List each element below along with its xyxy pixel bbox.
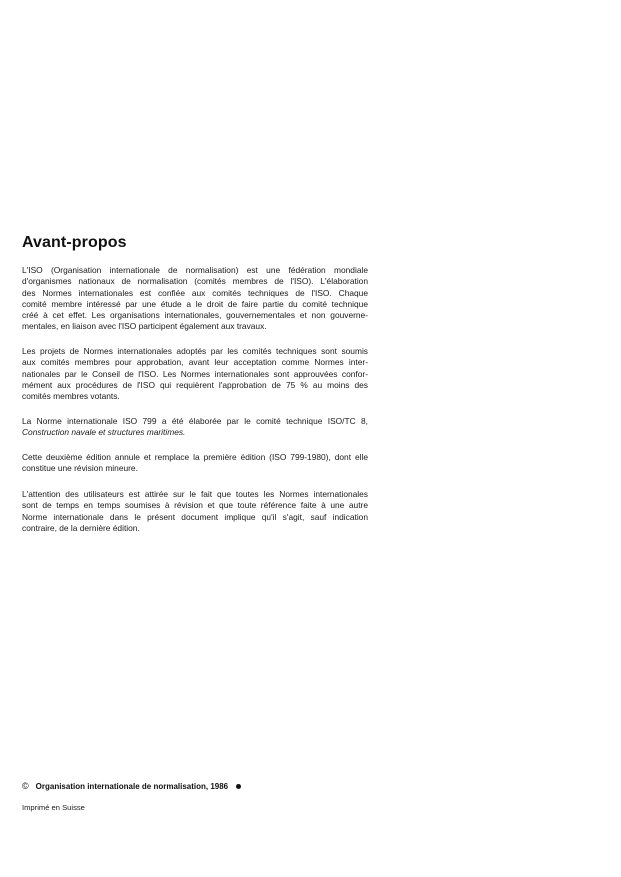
paragraph-line: sont de temps en temps soumises à révision et que toute référence faite à une autre — [22, 500, 368, 511]
paragraph-line: des Normes internationales est confiée aux comités techniques de l'ISO. Chaque — [22, 287, 368, 298]
bullet-dot-icon — [236, 784, 241, 789]
copyright-icon: © — [22, 781, 29, 791]
copyright-line — [22, 781, 241, 791]
paragraph-line: créé à cet effet. Les organisations internationales, gouvernementales et non gouverne- — [22, 310, 368, 321]
paragraph-line-committee-title: Construction navale et structures maritimes. — [22, 427, 186, 438]
paragraph-line: L'attention des utilisateurs est attirée sur le fait que toutes les Normes internationales — [22, 489, 368, 499]
paragraph-line: comités membres votants. — [22, 391, 120, 402]
paragraph-line: contraire, de la dernière édition. — [22, 522, 140, 533]
paragraph-line: Norme internationale dans le présent document implique qu'il s'agit, sauf indication — [22, 511, 368, 522]
paragraph-2 — [22, 346, 368, 402]
paragraph-line: Les projets de Normes internationales adoptés par les comités techniques sont soumis — [22, 346, 368, 356]
paragraph-line: aux comités membres pour approbation, avant leur acceptation comme Normes inter- — [22, 357, 368, 368]
printed-in-note: Imprimé en Suisse — [22, 803, 85, 812]
paragraph-1 — [22, 265, 368, 333]
page-title: Avant-propos — [22, 234, 127, 251]
copyright-text: Organisation internationale de normalisation, 1986 — [35, 781, 229, 791]
paragraph-line: constitue une révision mineure. — [22, 463, 138, 474]
paragraph-line: mentales, en liaison avec l'ISO participent également aux travaux. — [22, 321, 267, 332]
paragraph-3 — [22, 416, 368, 439]
paragraph-line: d'organismes nationaux de normalisation (comités membres de l'ISO). L'élaboration — [22, 276, 368, 287]
paragraph-4 — [22, 452, 368, 475]
paragraph-line: L'ISO (Organisation internationale de normalisation) est une fédération mondiale — [22, 265, 368, 275]
paragraph-line: nationales par le Conseil de l'ISO. Les Normes internationales sont approuvées confor- — [22, 368, 368, 379]
paragraph-line: mément aux procédures de l'ISO qui requièrent l'approbation de 75 % au moins des — [22, 379, 368, 390]
paragraph-5 — [22, 489, 368, 534]
paragraph-line: comité membre intéressé par une étude a le droit de faire partie du comité technique — [22, 298, 368, 309]
paragraph-line: La Norme internationale ISO 799 a été élaborée par le comité technique ISO/TC 8, — [22, 416, 368, 426]
paragraph-line: Cette deuxième édition annule et remplace la première édition (ISO 799-1980), dont elle — [22, 452, 368, 462]
